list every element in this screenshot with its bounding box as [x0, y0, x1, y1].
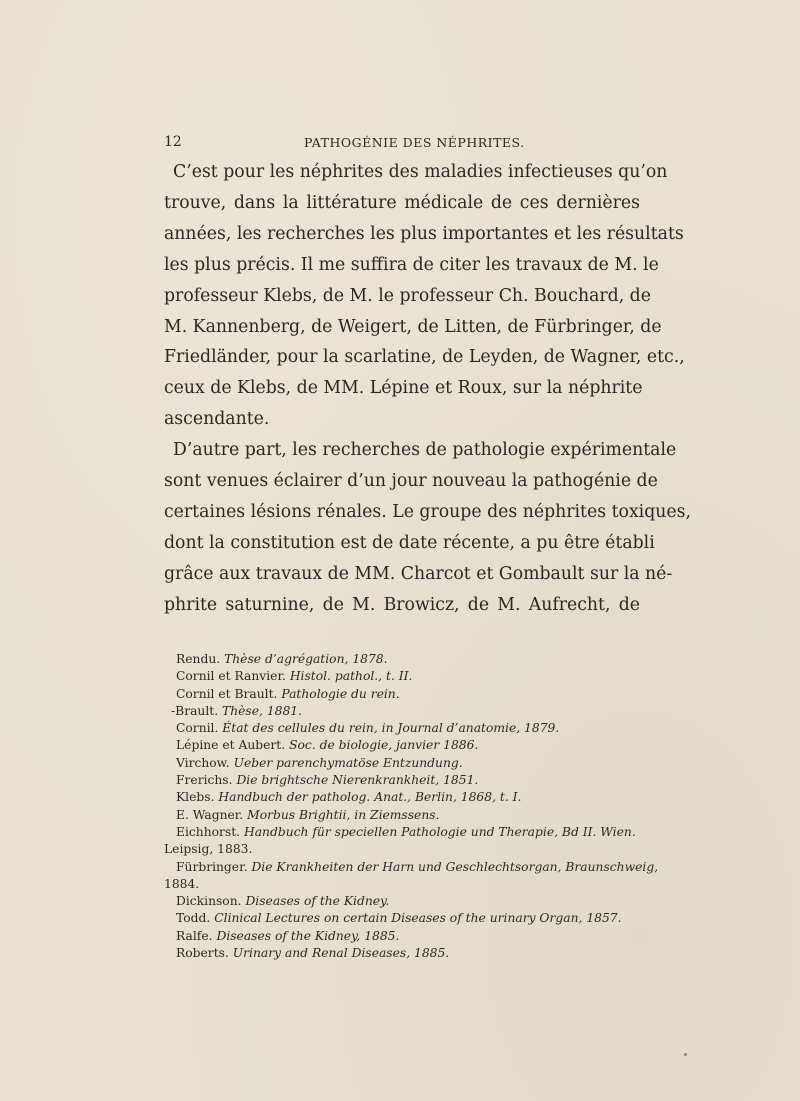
- reference-author: Klebs.: [176, 790, 215, 805]
- reference-work: Clinical Lectures on certain Diseases of the urinary Organ, 1857.: [210, 911, 622, 926]
- reference-author: Cornil et Brault.: [176, 686, 278, 701]
- paper-speck: [684, 1053, 687, 1056]
- reference-author: Lépine et Aubert.: [176, 738, 286, 753]
- reference-author: Fürbringer.: [176, 859, 248, 874]
- reference-work: Morbus Brightii, in Ziemssens.: [243, 807, 440, 822]
- reference-work: Histol. pathol., t. II.: [285, 669, 413, 684]
- reference-entry: [164, 703, 644, 720]
- reference-continuation: Leipsig, 1883.: [164, 842, 253, 857]
- reference-continuation: 1884.: [164, 876, 200, 891]
- reference-entry: [164, 824, 644, 859]
- reference-entry: [164, 651, 644, 668]
- text-line: sont venues éclairer d’un jour nouveau la pathogénie de: [164, 471, 658, 492]
- reference-author: Cornil.: [176, 721, 219, 736]
- reference-entry: [164, 720, 644, 737]
- reference-entry: [164, 686, 644, 703]
- text-line: M. Kannenberg, de Weigert, de Litten, de Fürbringer, de: [164, 316, 662, 337]
- text-line: années, les recherches les plus importantes et les résultats: [164, 223, 684, 244]
- reference-work: Urinary and Renal Diseases, 1885.: [228, 946, 450, 961]
- reference-entry: [164, 928, 644, 945]
- text-line: ascendante.: [164, 409, 270, 430]
- text-line: D’autre part, les recherches de pathologie expérimentale: [173, 440, 677, 461]
- reference-work: Thèse, 1881.: [218, 703, 303, 718]
- reference-entry: [164, 772, 644, 789]
- bibliography-list: [164, 651, 659, 962]
- reference-work: Handbuch für speciellen Pathologie und Therapie, Bd II. Wien.: [240, 824, 636, 839]
- text-line: phrite saturnine, de M. Browicz, de M. Aufrecht, de: [164, 594, 640, 615]
- text-line: trouve, dans la littérature médicale de ces dernières: [164, 192, 640, 213]
- reference-work: Soc. de biologie, janvier 1886.: [285, 738, 479, 753]
- text-line: professeur Klebs, de M. le professeur Ch. Bouchard, de: [164, 285, 651, 306]
- reference-entry: [164, 910, 644, 927]
- reference-entry: [164, 807, 644, 824]
- reference-author: Ralfe.: [176, 928, 213, 943]
- reference-author: -Brault.: [171, 703, 219, 718]
- text-line: C’est pour les néphrites des maladies infectieuses qu’on: [173, 162, 668, 182]
- reference-entry: [164, 755, 644, 772]
- reference-author: Eichhorst.: [176, 824, 241, 839]
- reference-entry: [164, 945, 644, 962]
- text-line: les plus précis. Il me suffira de citer les travaux de M. le: [164, 254, 659, 275]
- reference-work: Die Krankheiten der Harn und Geschlechtsorgan, Braunschweig,: [247, 859, 659, 874]
- reference-work: État des cellules du rein, in Journal d’anatomie, 1879.: [218, 721, 560, 736]
- reference-work: Die brightsche Nierenkrankheit, 1851.: [232, 773, 479, 788]
- reference-entry: [164, 893, 644, 910]
- reference-entry: [164, 737, 644, 754]
- text-line: ceux de Klebs, de MM. Lépine et Roux, sur la néphrite: [164, 378, 643, 399]
- reference-work: Diseases of the Kidney.: [241, 894, 390, 909]
- reference-author: Cornil et Ranvier.: [176, 669, 286, 684]
- running-title: PATHOGÉNIE DES NÉPHRITES.: [304, 135, 525, 150]
- reference-work: Pathologie du rein.: [277, 686, 400, 701]
- text-line: certaines lésions rénales. Le groupe des néphrites toxiques,: [164, 501, 691, 522]
- page-number: 12: [164, 134, 182, 150]
- reference-work: Ueber parenchymatöse Entzundung.: [229, 755, 463, 770]
- reference-author: E. Wagner.: [176, 807, 244, 822]
- reference-author: Rendu.: [176, 652, 221, 666]
- reference-entry: [164, 859, 659, 894]
- reference-entry: [164, 789, 644, 806]
- main-text: [164, 157, 691, 621]
- reference-author: Virchow.: [176, 755, 230, 770]
- text-line: grâce aux travaux de MM. Charcot et Gombault sur la né-: [164, 563, 673, 584]
- reference-author: Todd.: [176, 911, 211, 926]
- text-line: Friedländer, pour la scarlatine, de Leyden, de Wagner, etc.,: [164, 347, 685, 368]
- reference-author: Roberts.: [176, 946, 229, 961]
- reference-entry: [164, 668, 644, 685]
- reference-work: Diseases of the Kidney, 1885.: [212, 928, 400, 943]
- page-header: [164, 134, 639, 154]
- reference-author: Frerichs.: [176, 773, 233, 788]
- reference-work: Handbuch der patholog. Anat., Berlin, 1868, t. I.: [214, 790, 522, 805]
- reference-author: Dickinson.: [176, 894, 242, 909]
- reference-work: Thèse d’agrégation, 1878.: [220, 652, 388, 666]
- text-line: dont la constitution est de date récente, a pu être établi: [164, 532, 655, 553]
